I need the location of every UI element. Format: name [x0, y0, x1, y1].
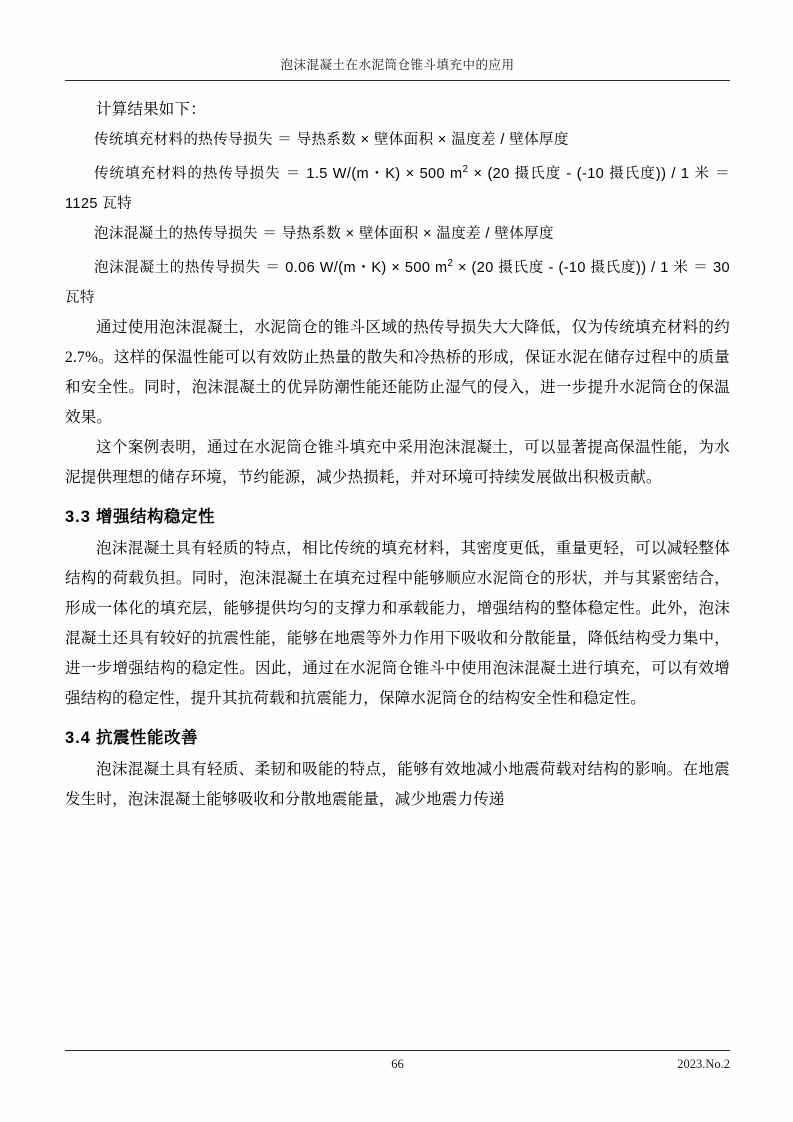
formula-foam-superscript: 2: [447, 257, 454, 269]
paragraph-case-conclusion: 这个案例表明，通过在水泥筒仓锥斗填充中采用泡沫混凝土，可以显著提高保温性能，为水泥提供理想的储存环境，节约能源，减少热损耗，并对环境可持续发展做出积极贡献。: [65, 438, 730, 486]
page-content: [65, 55, 730, 815]
section-number-3-3: 3.3: [65, 507, 91, 526]
section-heading-3-3: [65, 502, 730, 532]
section-title-3-4: 抗震性能改善: [96, 728, 199, 747]
footer-divider: [65, 1050, 730, 1051]
formula-foam-general: 泡沫混凝土的热传导损失 ＝ 导热系数 × 壁体面积 × 温度差 / 壁体厚度: [94, 225, 554, 242]
paragraph-section-3-4: 泡沫混凝土具有轻质、柔韧和吸能的特点，能够有效地减小地震荷载对结构的影响。在地震发生时，泡沫混凝土能够吸收和分散地震能量，减少地震力传递: [65, 760, 730, 808]
running-header: 泡沫混凝土在水泥筒仓锥斗填充中的应用: [280, 58, 515, 72]
page-footer: [65, 1050, 730, 1077]
section-title-3-3: 增强结构稳定性: [96, 507, 216, 526]
paragraph-insulation-benefit: 通过使用泡沫混凝土，水泥筒仓的锥斗区域的热传导损失大大降低，仅为传统填充材料的约 2.7%。这样的保温性能可以有效防止热量的散失和冷热桥的形成，保证水泥在储存过程中的质量和安全性。同时，泡沫混凝土的优异防潮性能还能防止湿气的侵入，进一步提升水泥筒仓的保温效果。: [65, 318, 730, 426]
section-heading-3-4: [65, 723, 730, 753]
formula-traditional-numeric-part2: × (20 摄氏度 - (-10 摄氏度)) / 1 米 ＝ 1125 瓦特: [65, 165, 730, 212]
formula-foam-numeric-part1: 泡沫混凝土的热传导损失 ＝ 0.06 W/(m・K) × 500 m: [94, 259, 448, 276]
paragraph-calc-intro: 计算结果如下：: [96, 101, 206, 118]
formula-traditional-numeric-part1: 传统填充材料的热传导损失 ＝ 1.5 W/(m・K) × 500 m: [94, 165, 463, 182]
issue-label: 2023.No.2: [677, 1057, 730, 1071]
paragraph-section-3-3: 泡沫混凝土具有轻质的特点，相比传统的填充材料，其密度更低，重量更轻，可以减轻整体结构的荷载负担。同时，泡沫混凝土在填充过程中能够顺应水泥筒仓的形状，并与其紧密结合，形成一体化的填充层，能够提供均匀的支撑力和承载能力，增强结构的整体稳定性。此外，泡沫混凝土还具有较好的抗震性能，能够在地震等外力作用下吸收和分散能量，降低结构受力集中，进一步增强结构的稳定性。因此，通过在水泥筒仓锥斗中使用泡沫混凝土进行填充，可以有效增强结构的稳定性，提升其抗荷载和抗震能力，保障水泥筒仓的结构安全性和稳定性。: [65, 539, 730, 707]
footer-row: [65, 1057, 730, 1077]
formula-foam-numeric-part2: × (20 摄氏度 - (-10 摄氏度)) / 1 米 ＝ 30 瓦特: [65, 259, 730, 306]
header-divider: [65, 80, 730, 81]
formula-traditional-general: 传统填充材料的热传导损失 ＝ 导热系数 × 壁体面积 × 温度差 / 壁体厚度: [94, 132, 569, 148]
formula-traditional-superscript: 2: [462, 164, 469, 175]
body-text: [65, 95, 730, 815]
page-number: 66: [391, 1057, 404, 1071]
formula-foam-numeric: [65, 249, 730, 313]
formula-traditional-numeric: [65, 155, 730, 219]
section-number-3-4: 3.4: [65, 728, 91, 747]
